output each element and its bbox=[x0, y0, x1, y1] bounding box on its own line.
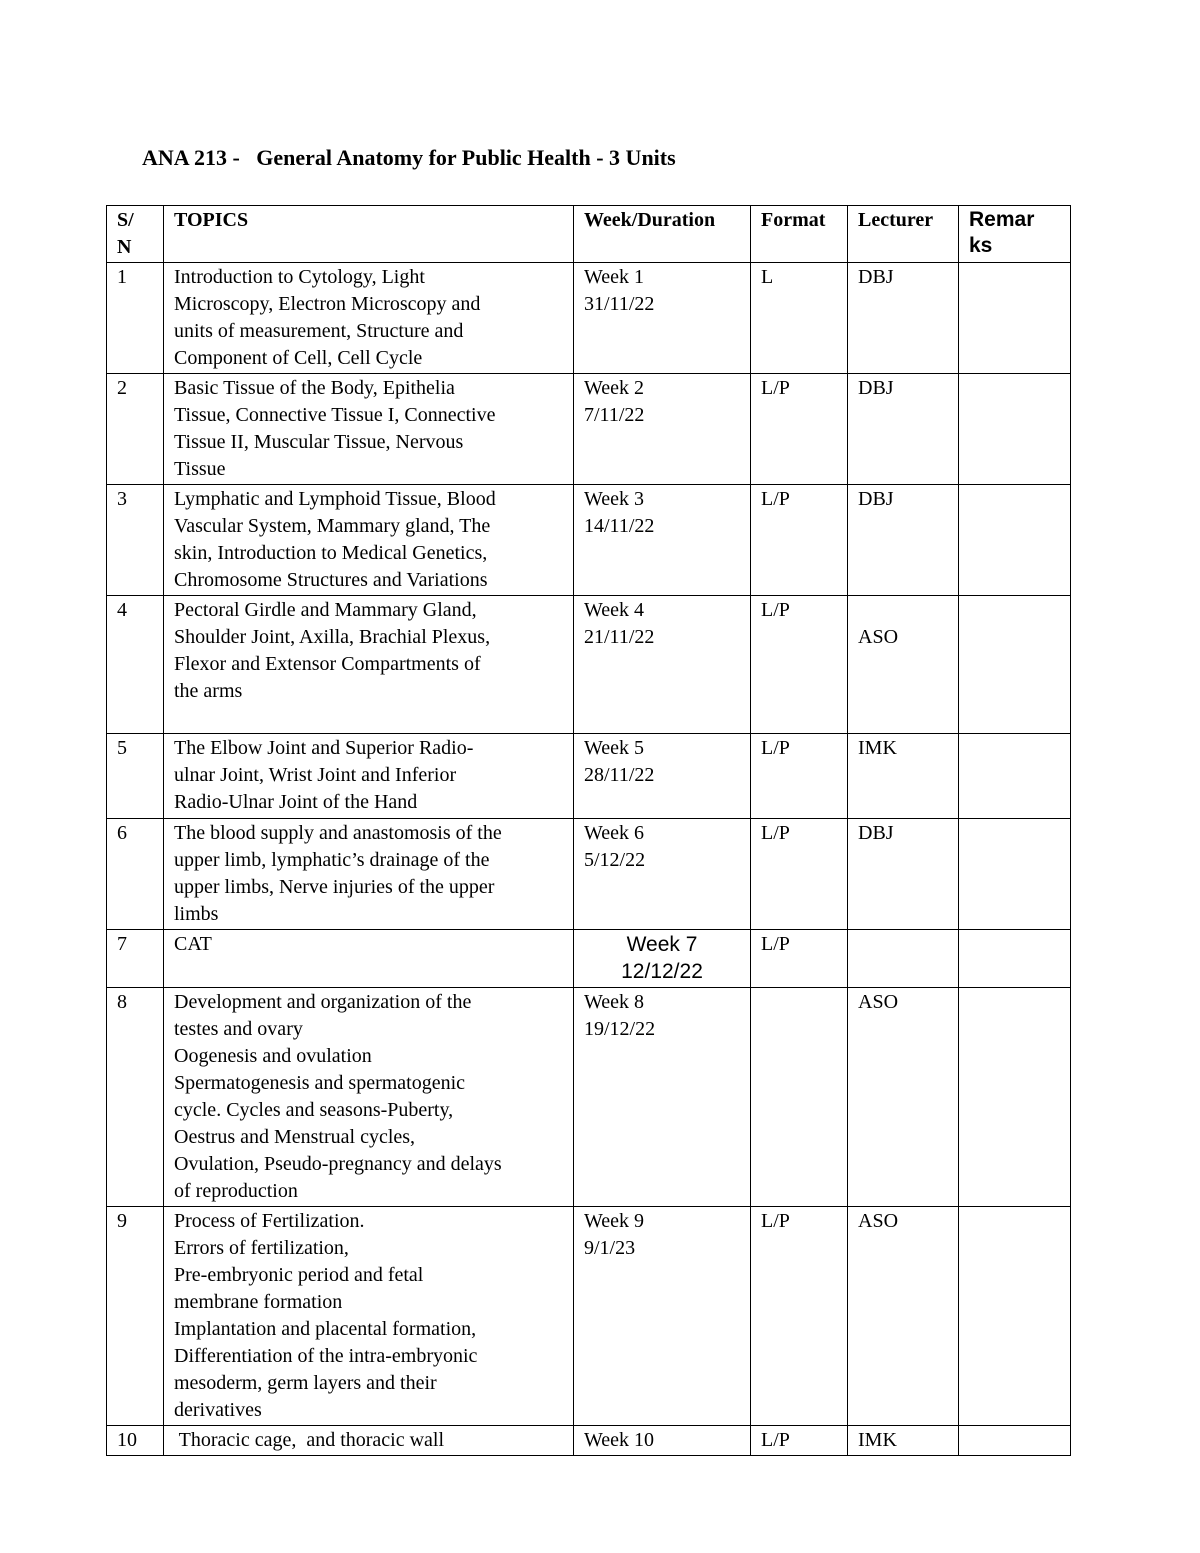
topic-line: Component of Cell, Cell Cycle bbox=[174, 347, 423, 369]
row-format: L/P bbox=[751, 374, 848, 485]
topic-line: Differentiation of the intra-embryonic bbox=[174, 1345, 478, 1367]
header-sn-line: N bbox=[117, 236, 132, 258]
week-label: Week 8 bbox=[584, 991, 645, 1013]
row-week bbox=[574, 930, 751, 988]
topic-line: Basic Tissue of the Body, Epithelia bbox=[174, 377, 455, 399]
row-format: L/P bbox=[751, 596, 848, 734]
topic-line: Pectoral Girdle and Mammary Gland, bbox=[174, 599, 477, 621]
table-row bbox=[107, 1207, 1071, 1426]
row-sn: 6 bbox=[107, 819, 164, 930]
row-topic bbox=[164, 1207, 574, 1426]
row-sn: 4 bbox=[107, 596, 164, 734]
row-topic bbox=[164, 988, 574, 1207]
topic-line: Spermatogenesis and spermatogenic bbox=[174, 1072, 466, 1094]
table-row bbox=[107, 1426, 1071, 1456]
row-week bbox=[574, 734, 751, 819]
row-format: L/P bbox=[751, 485, 848, 596]
row-remarks bbox=[959, 596, 1071, 734]
week-label: Week 7 bbox=[626, 933, 698, 956]
row-week bbox=[574, 374, 751, 485]
week-date: 28/11/22 bbox=[584, 764, 655, 786]
row-remarks bbox=[959, 1207, 1071, 1426]
topic-line: cycle. Cycles and seasons-Puberty, bbox=[174, 1099, 454, 1121]
row-topic bbox=[164, 485, 574, 596]
row-format: L/P bbox=[751, 930, 848, 988]
row-format: L/P bbox=[751, 1426, 848, 1456]
topic-line: Flexor and Extensor Compartments of bbox=[174, 653, 481, 675]
topic-line: CAT bbox=[174, 933, 212, 955]
row-remarks bbox=[959, 263, 1071, 374]
row-topic bbox=[164, 734, 574, 819]
row-week bbox=[574, 1426, 751, 1456]
week-date: 12/12/22 bbox=[621, 960, 703, 983]
week-date: 7/11/22 bbox=[584, 404, 645, 426]
row-week bbox=[574, 596, 751, 734]
schedule-table bbox=[106, 205, 1071, 1456]
row-format: L/P bbox=[751, 1207, 848, 1426]
row-topic bbox=[164, 819, 574, 930]
row-format: L bbox=[751, 263, 848, 374]
topic-line: the arms bbox=[174, 680, 243, 702]
row-topic bbox=[164, 263, 574, 374]
row-sn: 1 bbox=[107, 263, 164, 374]
week-label: Week 2 bbox=[584, 377, 645, 399]
topic-line: The Elbow Joint and Superior Radio- bbox=[174, 737, 474, 759]
row-sn: 10 bbox=[107, 1426, 164, 1456]
header-format: Format bbox=[751, 206, 848, 263]
page-title: ANA 213 - General Anatomy for Public Health - 3 Units bbox=[142, 145, 676, 170]
row-lecturer: DBJ bbox=[848, 374, 959, 485]
topic-line: membrane formation bbox=[174, 1291, 343, 1313]
topic-line: Tissue bbox=[174, 458, 226, 480]
week-label: Week 4 bbox=[584, 599, 645, 621]
topic-line: Errors of fertilization, bbox=[174, 1237, 349, 1259]
row-lecturer: ASO bbox=[848, 988, 959, 1207]
topic-line: testes and ovary bbox=[174, 1018, 303, 1040]
topic-line: upper limbs, Nerve injuries of the upper bbox=[174, 876, 495, 898]
week-date: 31/11/22 bbox=[584, 293, 655, 315]
row-sn: 9 bbox=[107, 1207, 164, 1426]
topic-line: Thoracic cage, and thoracic wall bbox=[174, 1429, 445, 1451]
row-format: L/P bbox=[751, 819, 848, 930]
header-remarks bbox=[959, 206, 1071, 263]
week-date: 5/12/22 bbox=[584, 849, 646, 871]
week-label: Week 1 bbox=[584, 266, 645, 288]
topic-line: mesoderm, germ layers and their bbox=[174, 1372, 437, 1394]
row-lecturer: DBJ bbox=[848, 263, 959, 374]
week-label: Week 10 bbox=[584, 1429, 655, 1451]
row-format bbox=[751, 988, 848, 1207]
row-lecturer: IMK bbox=[848, 734, 959, 819]
week-label: Week 3 bbox=[584, 488, 645, 510]
topic-line: Process of Fertilization. bbox=[174, 1210, 365, 1232]
header-sn bbox=[107, 206, 164, 263]
week-label: Week 9 bbox=[584, 1210, 645, 1232]
table-row bbox=[107, 263, 1071, 374]
table-row bbox=[107, 930, 1071, 988]
row-sn: 7 bbox=[107, 930, 164, 988]
topic-line: limbs bbox=[174, 903, 219, 925]
row-remarks bbox=[959, 988, 1071, 1207]
table-row bbox=[107, 819, 1071, 930]
topic-line: units of measurement, Structure and bbox=[174, 320, 464, 342]
header-sn-line: S/ bbox=[117, 209, 134, 231]
topic-line: derivatives bbox=[174, 1399, 262, 1421]
row-sn: 5 bbox=[107, 734, 164, 819]
topic-line: Development and organization of the bbox=[174, 991, 472, 1013]
topic-line: Implantation and placental formation, bbox=[174, 1318, 477, 1340]
row-lecturer: DBJ bbox=[848, 819, 959, 930]
row-topic bbox=[164, 1426, 574, 1456]
row-topic bbox=[164, 930, 574, 988]
row-week bbox=[574, 988, 751, 1207]
row-remarks bbox=[959, 1426, 1071, 1456]
topic-line: skin, Introduction to Medical Genetics, bbox=[174, 542, 488, 564]
header-week-duration: Week/Duration bbox=[574, 206, 751, 263]
topic-line: Chromosome Structures and Variations bbox=[174, 569, 488, 591]
topic-line: Radio-Ulnar Joint of the Hand bbox=[174, 791, 418, 813]
row-sn: 3 bbox=[107, 485, 164, 596]
header-lecturer: Lecturer bbox=[848, 206, 959, 263]
week-date: 9/1/23 bbox=[584, 1237, 636, 1259]
row-remarks bbox=[959, 930, 1071, 988]
topic-line: Microscopy, Electron Microscopy and bbox=[174, 293, 481, 315]
topic-line: Pre-embryonic period and fetal bbox=[174, 1264, 424, 1286]
topic-line: upper limb, lymphatic’s drainage of the bbox=[174, 849, 490, 871]
row-remarks bbox=[959, 734, 1071, 819]
topic-line: of reproduction bbox=[174, 1180, 298, 1202]
row-sn: 8 bbox=[107, 988, 164, 1207]
week-date: 21/11/22 bbox=[584, 626, 655, 648]
topic-line: Lymphatic and Lymphoid Tissue, Blood bbox=[174, 488, 496, 510]
topic-line: Tissue II, Muscular Tissue, Nervous bbox=[174, 431, 464, 453]
row-remarks bbox=[959, 485, 1071, 596]
table-row bbox=[107, 596, 1071, 734]
table-header-row bbox=[107, 206, 1071, 263]
row-week bbox=[574, 1207, 751, 1426]
week-label: Week 6 bbox=[584, 822, 645, 844]
week-date: 19/12/22 bbox=[584, 1018, 656, 1040]
table-row bbox=[107, 374, 1071, 485]
row-topic bbox=[164, 374, 574, 485]
row-week bbox=[574, 263, 751, 374]
row-format: L/P bbox=[751, 734, 848, 819]
table-row bbox=[107, 988, 1071, 1207]
week-label: Week 5 bbox=[584, 737, 645, 759]
row-week bbox=[574, 485, 751, 596]
header-remarks-line: Remar bbox=[969, 208, 1035, 231]
header-remarks-line: ks bbox=[969, 234, 993, 257]
row-lecturer: ASO bbox=[848, 596, 959, 734]
header-topics: TOPICS bbox=[164, 206, 574, 263]
row-lecturer bbox=[848, 930, 959, 988]
table-row bbox=[107, 734, 1071, 819]
topic-line: The blood supply and anastomosis of the bbox=[174, 822, 502, 844]
row-remarks bbox=[959, 819, 1071, 930]
row-lecturer: DBJ bbox=[848, 485, 959, 596]
topic-line: Oogenesis and ovulation bbox=[174, 1045, 372, 1067]
row-remarks bbox=[959, 374, 1071, 485]
row-lecturer: ASO bbox=[848, 1207, 959, 1426]
topic-line: Ovulation, Pseudo-pregnancy and delays bbox=[174, 1153, 502, 1175]
week-date: 14/11/22 bbox=[584, 515, 655, 537]
row-week bbox=[574, 819, 751, 930]
topic-line: Tissue, Connective Tissue I, Connective bbox=[174, 404, 496, 426]
topic-line: Oestrus and Menstrual cycles, bbox=[174, 1126, 416, 1148]
topic-line: Introduction to Cytology, Light bbox=[174, 266, 425, 288]
topic-line: Vascular System, Mammary gland, The bbox=[174, 515, 491, 537]
topic-line: ulnar Joint, Wrist Joint and Inferior bbox=[174, 764, 457, 786]
row-topic bbox=[164, 596, 574, 734]
row-lecturer: IMK bbox=[848, 1426, 959, 1456]
row-sn: 2 bbox=[107, 374, 164, 485]
table-row bbox=[107, 485, 1071, 596]
topic-line: Shoulder Joint, Axilla, Brachial Plexus, bbox=[174, 626, 491, 648]
